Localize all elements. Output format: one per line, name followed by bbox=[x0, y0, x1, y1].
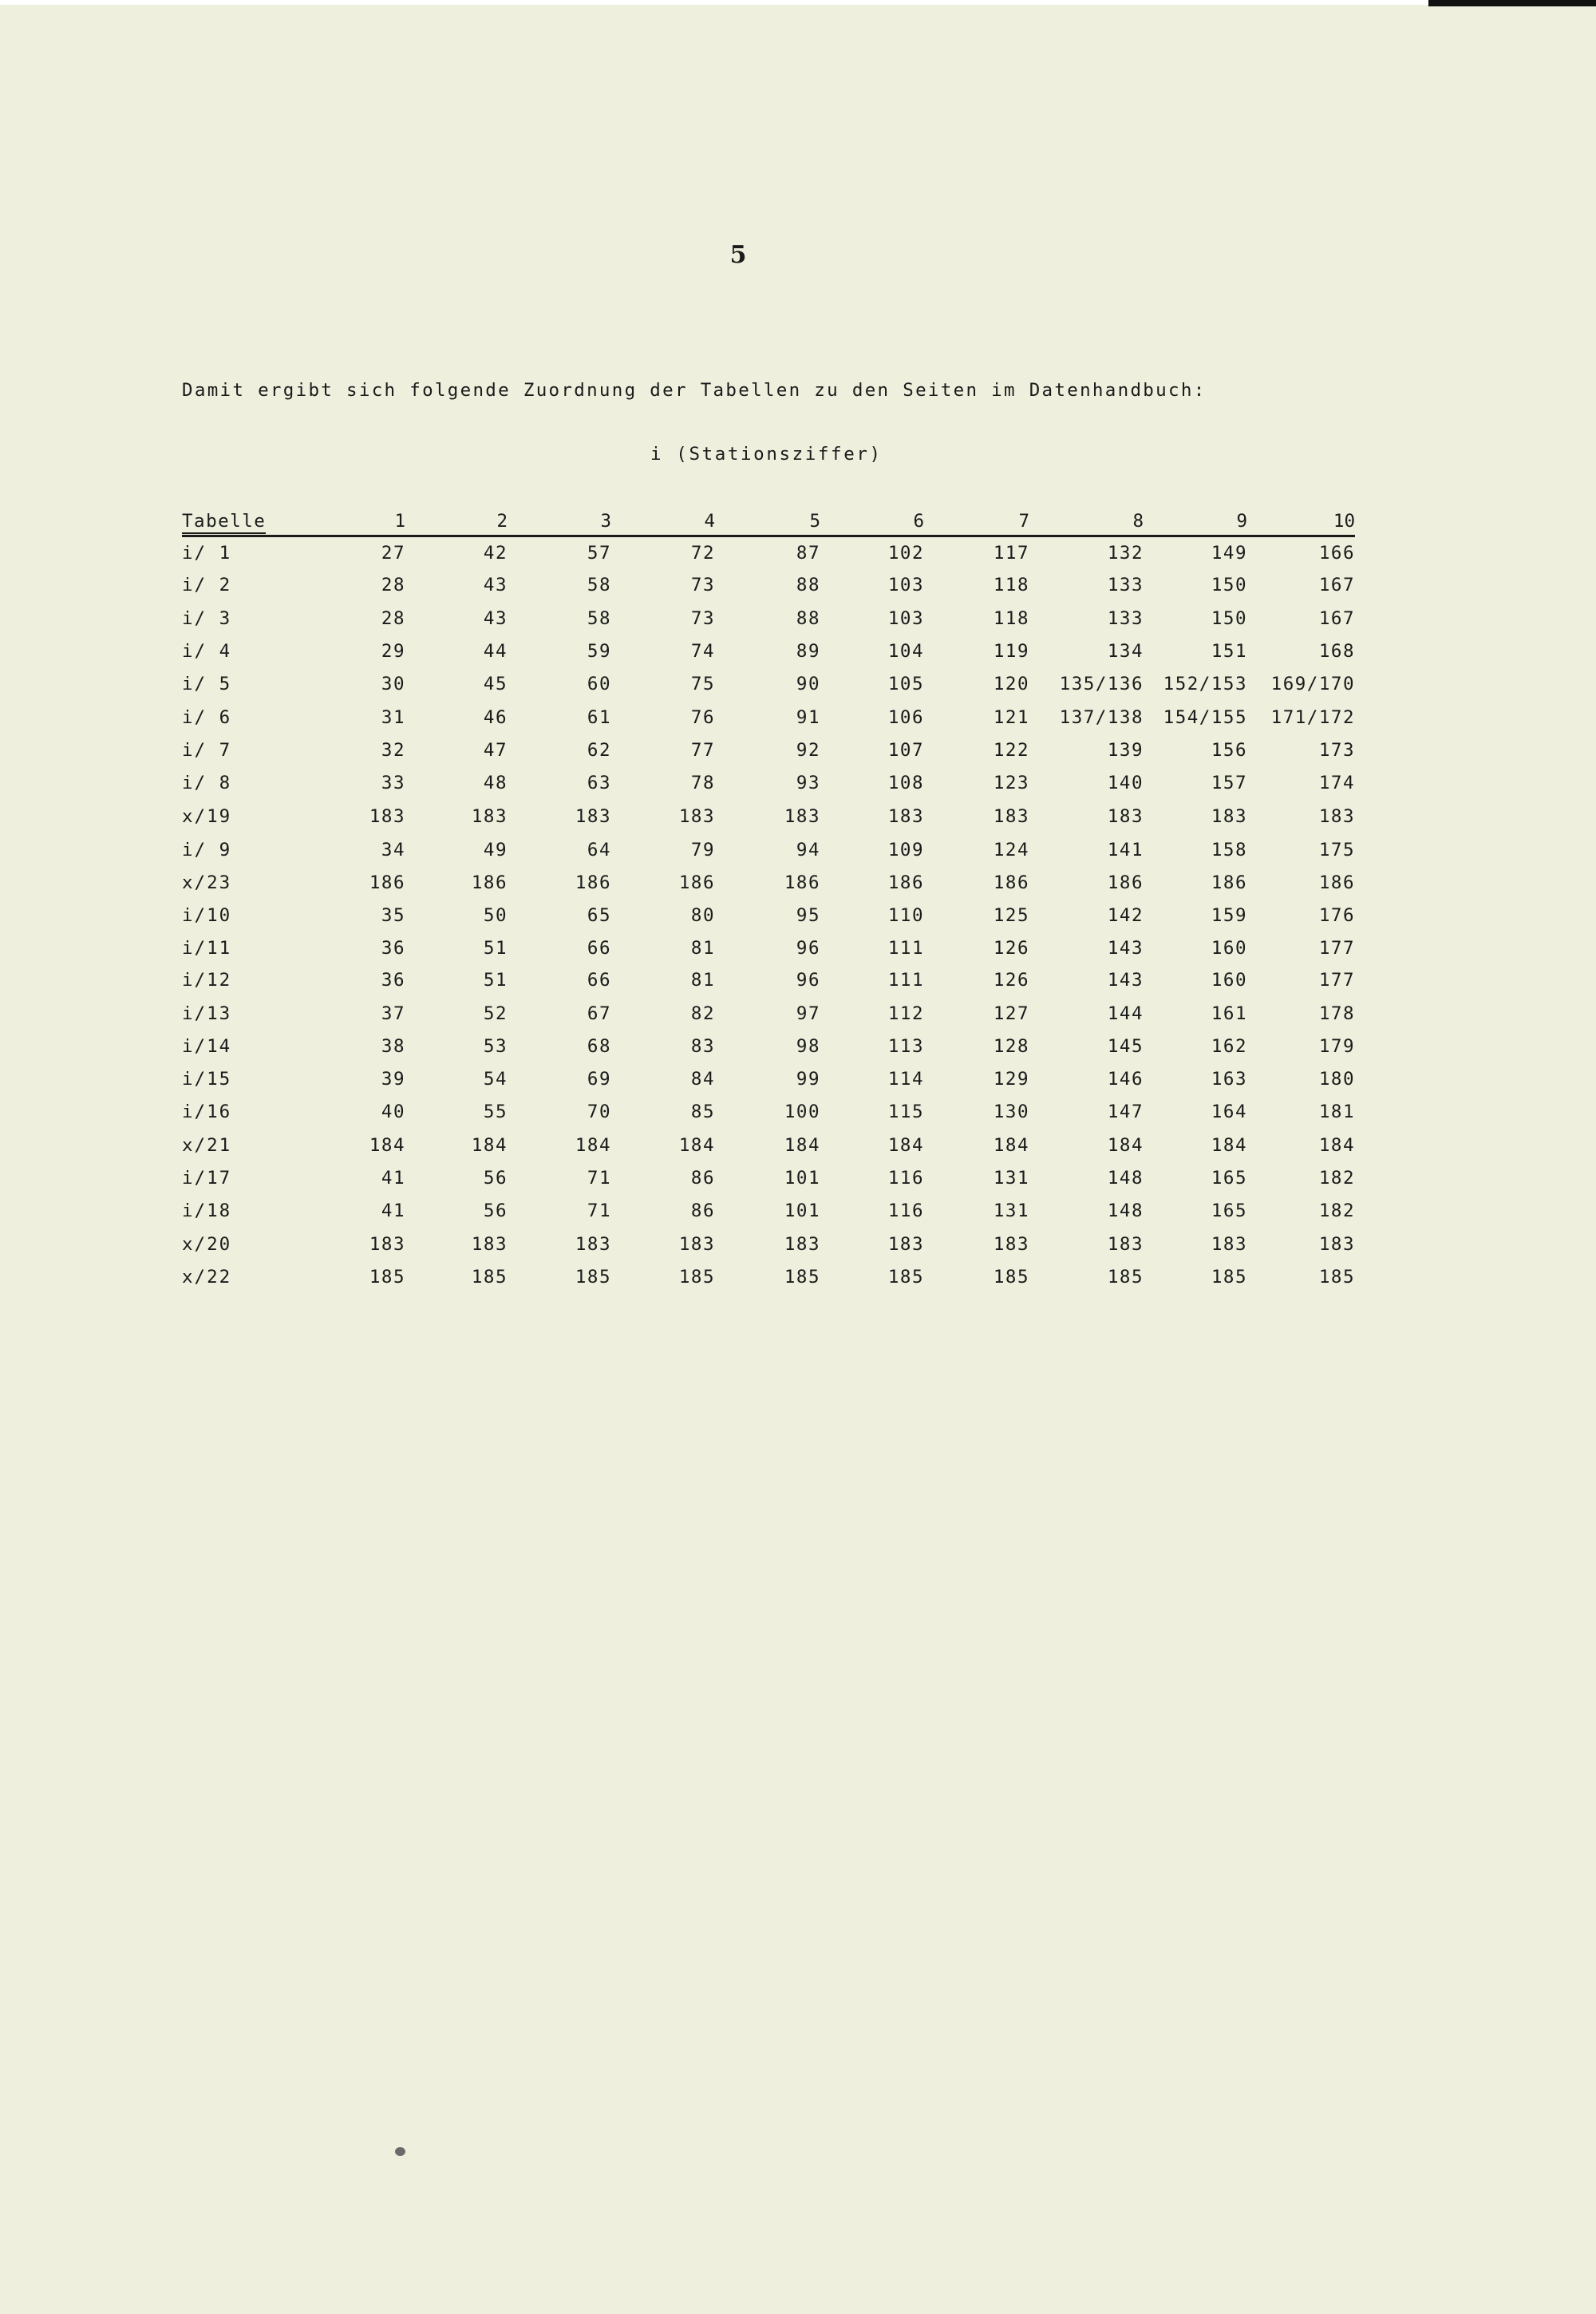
table-cell: 183 bbox=[784, 1234, 820, 1255]
table-cell: 56 bbox=[483, 1168, 508, 1189]
table-cell: 163 bbox=[1211, 1069, 1247, 1090]
table-cell: 100 bbox=[784, 1102, 820, 1122]
table-cell: 123 bbox=[993, 773, 1029, 793]
table-cell: 79 bbox=[690, 840, 715, 860]
row-label: i/ 3 bbox=[182, 608, 232, 629]
table-cell: 167 bbox=[1318, 608, 1355, 629]
table-row bbox=[182, 1100, 1355, 1127]
table-row bbox=[182, 1002, 1355, 1029]
table-cell: 186 bbox=[471, 872, 508, 893]
column-header-6: 6 bbox=[913, 511, 924, 532]
table-cell: 185 bbox=[575, 1267, 611, 1288]
table-cell: 45 bbox=[483, 674, 508, 694]
table-cell: 184 bbox=[575, 1135, 611, 1156]
table-cell: 154/155 bbox=[1163, 707, 1247, 728]
table-cell: 151 bbox=[1211, 641, 1247, 662]
table-cell: 97 bbox=[796, 1003, 820, 1024]
row-label: i/ 6 bbox=[182, 707, 232, 728]
table-cell: 184 bbox=[369, 1135, 405, 1156]
table-cell: 135/136 bbox=[1059, 674, 1144, 694]
table-cell: 183 bbox=[1211, 1234, 1247, 1255]
table-cell: 89 bbox=[796, 641, 820, 662]
table-cell: 106 bbox=[887, 707, 924, 728]
table-cell: 57 bbox=[587, 543, 611, 564]
row-label: i/ 4 bbox=[182, 641, 232, 662]
table-row bbox=[182, 1067, 1355, 1094]
table-cell: 183 bbox=[1211, 806, 1247, 827]
table-cell: 150 bbox=[1211, 575, 1247, 595]
row-label: i/11 bbox=[182, 938, 232, 959]
table-cell: 177 bbox=[1318, 938, 1355, 959]
table-cell: 96 bbox=[796, 970, 820, 991]
table-cell: 132 bbox=[1107, 543, 1144, 564]
table-cell: 130 bbox=[993, 1102, 1029, 1122]
table-cell: 185 bbox=[1318, 1267, 1355, 1288]
table-cell: 103 bbox=[887, 575, 924, 595]
table-cell: 147 bbox=[1107, 1102, 1144, 1122]
table-row bbox=[182, 1232, 1355, 1260]
table-cell: 32 bbox=[381, 740, 405, 761]
table-cell: 101 bbox=[784, 1201, 820, 1221]
table-cell: 43 bbox=[483, 575, 508, 595]
table-cell: 82 bbox=[690, 1003, 715, 1024]
table-cell: 185 bbox=[1211, 1267, 1247, 1288]
table-cell: 50 bbox=[483, 905, 508, 926]
table-cell: 42 bbox=[483, 543, 508, 564]
table-cell: 148 bbox=[1107, 1168, 1144, 1189]
table-cell: 73 bbox=[690, 608, 715, 629]
table-cell: 184 bbox=[1318, 1135, 1355, 1156]
table-cell: 105 bbox=[887, 674, 924, 694]
table-cell: 149 bbox=[1211, 543, 1247, 564]
table-cell: 51 bbox=[483, 938, 508, 959]
table-cell: 114 bbox=[887, 1069, 924, 1090]
table-cell: 71 bbox=[587, 1201, 611, 1221]
table-cell: 181 bbox=[1318, 1102, 1355, 1122]
table-row bbox=[182, 672, 1355, 699]
table-row bbox=[182, 1133, 1355, 1161]
table-cell: 55 bbox=[483, 1102, 508, 1122]
table-cell: 52 bbox=[483, 1003, 508, 1024]
table-cell: 122 bbox=[993, 740, 1029, 761]
table-cell: 28 bbox=[381, 575, 405, 595]
table-cell: 33 bbox=[381, 773, 405, 793]
table-cell: 92 bbox=[796, 740, 820, 761]
table-cell: 148 bbox=[1107, 1201, 1144, 1221]
table-cell: 31 bbox=[381, 707, 405, 728]
table-cell: 165 bbox=[1211, 1201, 1247, 1221]
table-cell: 184 bbox=[678, 1135, 715, 1156]
table-cell: 175 bbox=[1318, 840, 1355, 860]
table-row bbox=[182, 738, 1355, 765]
table-cell: 146 bbox=[1107, 1069, 1144, 1090]
column-header-1: 1 bbox=[394, 511, 405, 532]
table-subtitle: i (Stationsziffer) bbox=[650, 444, 883, 465]
table-cell: 51 bbox=[483, 970, 508, 991]
table-cell: 109 bbox=[887, 840, 924, 860]
table-cell: 166 bbox=[1318, 543, 1355, 564]
table-cell: 116 bbox=[887, 1168, 924, 1189]
table-cell: 160 bbox=[1211, 970, 1247, 991]
table-cell: 78 bbox=[690, 773, 715, 793]
table-cell: 186 bbox=[678, 872, 715, 893]
table-cell: 44 bbox=[483, 641, 508, 662]
row-label: x/21 bbox=[182, 1135, 232, 1156]
row-label: i/ 2 bbox=[182, 575, 232, 595]
table-cell: 141 bbox=[1107, 840, 1144, 860]
table-row bbox=[182, 968, 1355, 995]
table-cell: 84 bbox=[690, 1069, 715, 1090]
table-cell: 66 bbox=[587, 970, 611, 991]
row-label: i/17 bbox=[182, 1168, 232, 1189]
table-cell: 36 bbox=[381, 938, 405, 959]
row-label: x/22 bbox=[182, 1267, 232, 1288]
column-header-7: 7 bbox=[1018, 511, 1029, 532]
table-cell: 83 bbox=[690, 1036, 715, 1057]
table-cell: 185 bbox=[887, 1267, 924, 1288]
table-cell: 111 bbox=[887, 970, 924, 991]
table-row bbox=[182, 1265, 1355, 1292]
table-cell: 80 bbox=[690, 905, 715, 926]
table-cell: 182 bbox=[1318, 1201, 1355, 1221]
column-header-3: 3 bbox=[600, 511, 611, 532]
table-cell: 178 bbox=[1318, 1003, 1355, 1024]
table-cell: 96 bbox=[796, 938, 820, 959]
table-cell: 183 bbox=[369, 1234, 405, 1255]
table-cell: 133 bbox=[1107, 575, 1144, 595]
table-cell: 119 bbox=[993, 641, 1029, 662]
row-label: x/23 bbox=[182, 872, 232, 893]
table-cell: 120 bbox=[993, 674, 1029, 694]
intro-sentence: Damit ergibt sich folgende Zuordnung der Tabellen zu den Seiten im Datenhandbuch: bbox=[182, 380, 1207, 401]
table-cell: 157 bbox=[1211, 773, 1247, 793]
paper-edge bbox=[0, 0, 1596, 5]
row-label: i/16 bbox=[182, 1102, 232, 1122]
table-cell: 115 bbox=[887, 1102, 924, 1122]
table-cell: 90 bbox=[796, 674, 820, 694]
table-cell: 113 bbox=[887, 1036, 924, 1057]
table-cell: 127 bbox=[993, 1003, 1029, 1024]
table-cell: 126 bbox=[993, 970, 1029, 991]
table-cell: 53 bbox=[483, 1036, 508, 1057]
row-label: i/14 bbox=[182, 1036, 232, 1057]
table-cell: 186 bbox=[784, 872, 820, 893]
table-cell: 91 bbox=[796, 707, 820, 728]
table-row bbox=[182, 936, 1355, 963]
table-row bbox=[182, 607, 1355, 634]
table-row bbox=[182, 838, 1355, 865]
column-header-9: 9 bbox=[1236, 511, 1247, 532]
table-row bbox=[182, 871, 1355, 898]
table-cell: 142 bbox=[1107, 905, 1144, 926]
table-cell: 169/170 bbox=[1270, 674, 1355, 694]
table-cell: 152/153 bbox=[1163, 674, 1247, 694]
table-cell: 58 bbox=[587, 608, 611, 629]
table-cell: 183 bbox=[471, 806, 508, 827]
row-label: x/20 bbox=[182, 1234, 232, 1255]
table-row bbox=[182, 1199, 1355, 1226]
table-cell: 161 bbox=[1211, 1003, 1247, 1024]
column-header-4: 4 bbox=[704, 511, 715, 532]
table-cell: 158 bbox=[1211, 840, 1247, 860]
row-label: x/19 bbox=[182, 806, 232, 827]
table-cell: 85 bbox=[690, 1102, 715, 1122]
table-cell: 110 bbox=[887, 905, 924, 926]
table-cell: 63 bbox=[587, 773, 611, 793]
table-cell: 104 bbox=[887, 641, 924, 662]
table-cell: 30 bbox=[381, 674, 405, 694]
paper-corner-shadow bbox=[1428, 0, 1596, 6]
table-cell: 58 bbox=[587, 575, 611, 595]
table-cell: 118 bbox=[993, 608, 1029, 629]
row-label: i/ 8 bbox=[182, 773, 232, 793]
row-label: i/ 7 bbox=[182, 740, 232, 761]
table-cell: 94 bbox=[796, 840, 820, 860]
table-cell: 159 bbox=[1211, 905, 1247, 926]
table-row bbox=[182, 1034, 1355, 1062]
table-cell: 99 bbox=[796, 1069, 820, 1090]
table-cell: 184 bbox=[784, 1135, 820, 1156]
table-cell: 70 bbox=[587, 1102, 611, 1122]
table-cell: 133 bbox=[1107, 608, 1144, 629]
table-cell: 183 bbox=[993, 1234, 1029, 1255]
table-cell: 56 bbox=[483, 1201, 508, 1221]
table-cell: 117 bbox=[993, 543, 1029, 564]
table-cell: 29 bbox=[381, 641, 405, 662]
table-cell: 46 bbox=[483, 707, 508, 728]
table-cell: 112 bbox=[887, 1003, 924, 1024]
table-cell: 74 bbox=[690, 641, 715, 662]
table-cell: 185 bbox=[471, 1267, 508, 1288]
table-cell: 165 bbox=[1211, 1168, 1247, 1189]
table-cell: 186 bbox=[575, 872, 611, 893]
table-cell: 95 bbox=[796, 905, 820, 926]
table-cell: 40 bbox=[381, 1102, 405, 1122]
table-cell: 162 bbox=[1211, 1036, 1247, 1057]
header-label-tabelle: Tabelle bbox=[182, 511, 266, 534]
table-cell: 183 bbox=[887, 806, 924, 827]
table-cell: 61 bbox=[587, 707, 611, 728]
row-label: i/12 bbox=[182, 970, 232, 991]
table-cell: 174 bbox=[1318, 773, 1355, 793]
table-cell: 49 bbox=[483, 840, 508, 860]
table-cell: 71 bbox=[587, 1168, 611, 1189]
table-cell: 184 bbox=[1211, 1135, 1247, 1156]
table-cell: 185 bbox=[1107, 1267, 1144, 1288]
table-cell: 185 bbox=[993, 1267, 1029, 1288]
column-header-10: 10 bbox=[1333, 511, 1355, 532]
table-cell: 111 bbox=[887, 938, 924, 959]
row-label: i/15 bbox=[182, 1069, 232, 1090]
table-cell: 108 bbox=[887, 773, 924, 793]
table-row bbox=[182, 771, 1355, 798]
table-cell: 183 bbox=[678, 1234, 715, 1255]
table-cell: 34 bbox=[381, 840, 405, 860]
table-cell: 183 bbox=[1318, 1234, 1355, 1255]
table-cell: 48 bbox=[483, 773, 508, 793]
table-cell: 171/172 bbox=[1270, 707, 1355, 728]
table-cell: 143 bbox=[1107, 938, 1144, 959]
table-cell: 86 bbox=[690, 1201, 715, 1221]
table-cell: 134 bbox=[1107, 641, 1144, 662]
table-cell: 176 bbox=[1318, 905, 1355, 926]
table-row bbox=[182, 904, 1355, 931]
table-cell: 75 bbox=[690, 674, 715, 694]
table-cell: 66 bbox=[587, 938, 611, 959]
table-cell: 184 bbox=[1107, 1135, 1144, 1156]
table-cell: 156 bbox=[1211, 740, 1247, 761]
column-header-2: 2 bbox=[496, 511, 508, 532]
table-cell: 179 bbox=[1318, 1036, 1355, 1057]
table-cell: 27 bbox=[381, 543, 405, 564]
page-number: 5 bbox=[729, 241, 747, 269]
table-cell: 125 bbox=[993, 905, 1029, 926]
row-label: i/13 bbox=[182, 1003, 232, 1024]
table-row bbox=[182, 573, 1355, 600]
table-cell: 177 bbox=[1318, 970, 1355, 991]
table-row bbox=[182, 805, 1355, 832]
table-row bbox=[182, 1166, 1355, 1193]
table-cell: 164 bbox=[1211, 1102, 1247, 1122]
table-cell: 184 bbox=[993, 1135, 1029, 1156]
table-cell: 183 bbox=[1107, 1234, 1144, 1255]
table-cell: 180 bbox=[1318, 1069, 1355, 1090]
table-header-row bbox=[182, 511, 1355, 537]
table-cell: 77 bbox=[690, 740, 715, 761]
table-cell: 43 bbox=[483, 608, 508, 629]
table-cell: 131 bbox=[993, 1168, 1029, 1189]
table-cell: 41 bbox=[381, 1201, 405, 1221]
table-cell: 93 bbox=[796, 773, 820, 793]
row-label: i/10 bbox=[182, 905, 232, 926]
column-header-8: 8 bbox=[1132, 511, 1144, 532]
table-cell: 65 bbox=[587, 905, 611, 926]
table-cell: 150 bbox=[1211, 608, 1247, 629]
table-cell: 183 bbox=[887, 1234, 924, 1255]
table-cell: 183 bbox=[369, 806, 405, 827]
table-cell: 183 bbox=[678, 806, 715, 827]
table-cell: 69 bbox=[587, 1069, 611, 1090]
table-cell: 107 bbox=[887, 740, 924, 761]
table-cell: 183 bbox=[575, 806, 611, 827]
table-cell: 124 bbox=[993, 840, 1029, 860]
table-cell: 186 bbox=[993, 872, 1029, 893]
table-cell: 47 bbox=[483, 740, 508, 761]
table-cell: 38 bbox=[381, 1036, 405, 1057]
table-cell: 54 bbox=[483, 1069, 508, 1090]
row-label: i/ 5 bbox=[182, 674, 232, 694]
table-cell: 183 bbox=[1318, 806, 1355, 827]
table-cell: 64 bbox=[587, 840, 611, 860]
table-cell: 183 bbox=[784, 806, 820, 827]
table-cell: 37 bbox=[381, 1003, 405, 1024]
table-cell: 140 bbox=[1107, 773, 1144, 793]
table-cell: 68 bbox=[587, 1036, 611, 1057]
table-row bbox=[182, 639, 1355, 667]
table-cell: 186 bbox=[887, 872, 924, 893]
table-cell: 116 bbox=[887, 1201, 924, 1221]
table-cell: 186 bbox=[369, 872, 405, 893]
table-cell: 103 bbox=[887, 608, 924, 629]
table-cell: 59 bbox=[587, 641, 611, 662]
table-cell: 131 bbox=[993, 1201, 1029, 1221]
table-cell: 88 bbox=[796, 608, 820, 629]
table-cell: 60 bbox=[587, 674, 611, 694]
table-cell: 101 bbox=[784, 1168, 820, 1189]
table-cell: 184 bbox=[471, 1135, 508, 1156]
table-cell: 28 bbox=[381, 608, 405, 629]
column-header-5: 5 bbox=[809, 511, 820, 532]
table-cell: 81 bbox=[690, 938, 715, 959]
table-cell: 102 bbox=[887, 543, 924, 564]
table-cell: 137/138 bbox=[1059, 707, 1144, 728]
table-cell: 185 bbox=[784, 1267, 820, 1288]
table-cell: 185 bbox=[678, 1267, 715, 1288]
table-cell: 183 bbox=[575, 1234, 611, 1255]
table-cell: 128 bbox=[993, 1036, 1029, 1057]
table-row bbox=[182, 541, 1355, 568]
table-cell: 118 bbox=[993, 575, 1029, 595]
table-cell: 41 bbox=[381, 1168, 405, 1189]
table-cell: 186 bbox=[1318, 872, 1355, 893]
table-cell: 67 bbox=[587, 1003, 611, 1024]
table-cell: 143 bbox=[1107, 970, 1144, 991]
table-cell: 145 bbox=[1107, 1036, 1144, 1057]
table-cell: 186 bbox=[1211, 872, 1247, 893]
table-cell: 73 bbox=[690, 575, 715, 595]
row-label: i/ 1 bbox=[182, 543, 232, 564]
table-cell: 182 bbox=[1318, 1168, 1355, 1189]
table-cell: 183 bbox=[471, 1234, 508, 1255]
table-cell: 139 bbox=[1107, 740, 1144, 761]
table-cell: 144 bbox=[1107, 1003, 1144, 1024]
table-cell: 76 bbox=[690, 707, 715, 728]
paper-smudge bbox=[395, 2147, 405, 2156]
row-label: i/ 9 bbox=[182, 840, 232, 860]
table-cell: 160 bbox=[1211, 938, 1247, 959]
table-cell: 185 bbox=[369, 1267, 405, 1288]
table-cell: 167 bbox=[1318, 575, 1355, 595]
table-cell: 72 bbox=[690, 543, 715, 564]
table-cell: 86 bbox=[690, 1168, 715, 1189]
table-cell: 81 bbox=[690, 970, 715, 991]
table-cell: 173 bbox=[1318, 740, 1355, 761]
table-cell: 183 bbox=[1107, 806, 1144, 827]
table-cell: 36 bbox=[381, 970, 405, 991]
table-cell: 39 bbox=[381, 1069, 405, 1090]
table-cell: 186 bbox=[1107, 872, 1144, 893]
table-cell: 62 bbox=[587, 740, 611, 761]
table-cell: 35 bbox=[381, 905, 405, 926]
table-cell: 87 bbox=[796, 543, 820, 564]
table-cell: 168 bbox=[1318, 641, 1355, 662]
table-row bbox=[182, 706, 1355, 733]
table-cell: 184 bbox=[887, 1135, 924, 1156]
table-cell: 129 bbox=[993, 1069, 1029, 1090]
table-cell: 121 bbox=[993, 707, 1029, 728]
table-cell: 98 bbox=[796, 1036, 820, 1057]
table-cell: 88 bbox=[796, 575, 820, 595]
table-cell: 183 bbox=[993, 806, 1029, 827]
table-cell: 126 bbox=[993, 938, 1029, 959]
row-label: i/18 bbox=[182, 1201, 232, 1221]
